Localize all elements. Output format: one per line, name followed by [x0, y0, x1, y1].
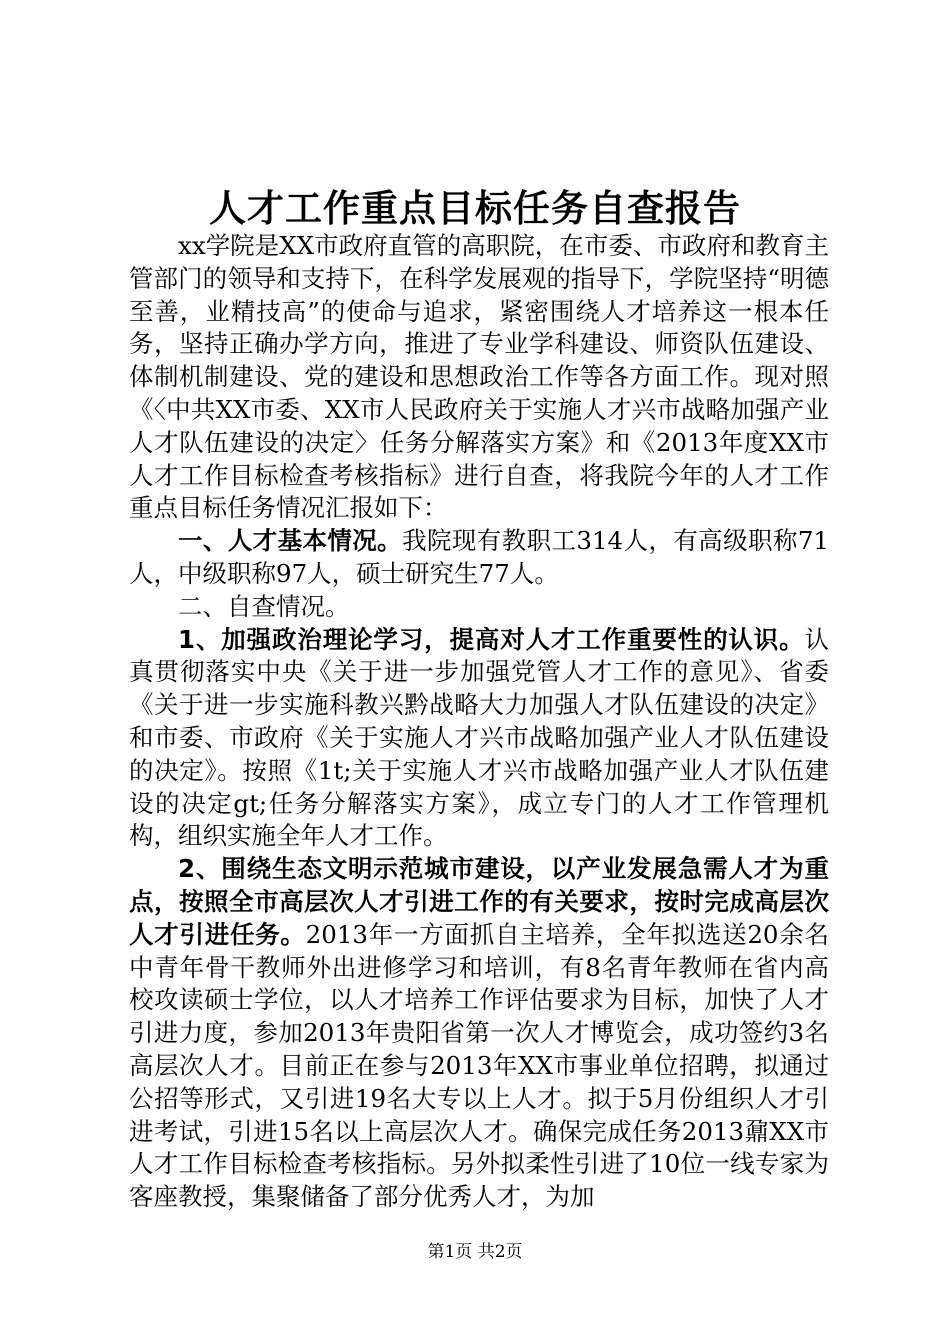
item2-paragraph [129, 853, 829, 1214]
document-body [129, 230, 829, 1214]
item2-heading: 2、围绕生态文明示范城市建设，以产业发展急需人才为重点，按照全市高层次人才引进工作的有关要求，按时完成高层次人才引进任务。 [129, 854, 829, 949]
document-title: 人才工作重点目标任务自查报告 [209, 187, 741, 230]
item1-body: 认真贯彻落实中央《关于进一步加强党管人才工作的意见》、省委《关于进一步实施科教兴黔战略大力加强人才队伍建设的决定》和市委、市政府《关于实施人才兴市战略加强产业人才队伍建设的决定》。按照《1t;关于实施人才兴市战略加强产业人才队伍建设的决定gt;任务分解落实方案》，成立专门的人才工作管理机构，组织实施全年人才工作。 [129, 624, 829, 851]
section2-heading: 二、自查情况。 [178, 591, 350, 621]
item1-paragraph [129, 624, 829, 854]
section1-paragraph [129, 525, 829, 591]
page-number-footer: 第1页 共2页 [427, 1242, 523, 1262]
intro-paragraph: xx学院是XX市政府直管的高职院，在市委、市政府和教育主管部门的领导和支持下，在科学发展观的指导下，学院坚持“明德至善，业精技高”的使命与追求，紧密围绕人才培养这一根本任务，坚持正确办学方向，推进了专业学科建设、师资队伍建设、体制机制建设、党的建设和思想政治工作等各方面工作。现对照《〈中共XX市委、XX市人民政府关于实施人才兴市战略加强产业人才队伍建设的决定〉任务分解落实方案》和《2013年度XX市人才工作目标检查考核指标》进行自查，将我院今年的人才工作重点目标任务情况汇报如下： [129, 231, 829, 523]
section1-heading: 一、人才基本情况。 [178, 526, 403, 556]
section1-body: 我院现有教职工314人，有高级职称71人，中级职称97人，硕士研究生77人。 [129, 526, 830, 588]
item1-heading: 1、加强政治理论学习，提高对人才工作重要性的认识。 [178, 624, 805, 654]
item2-body: 2013年一方面抓自主培养，全年拟选送20余名中青年骨干教师外出进修学习和培训，有8名青年教师在省内高校攻读硕士学位，以人才培养工作评估要求为目标，加快了人才引进力度，参加2013年贵阳省第一次人才博览会，成功签约3名高层次人才。目前正在参与2013年XX市事业单位招聘，拟通过公招等形式，又引进19名大专以上人才。拟于5月份组织人才引进考试，引进15名以上高层次人才。确保完成任务2013鼐XX市人才工作目标检查考核指标。另外拟柔性引进了10位一线专家为客座教授，集聚储备了部分优秀人才，为加 [129, 919, 829, 1212]
